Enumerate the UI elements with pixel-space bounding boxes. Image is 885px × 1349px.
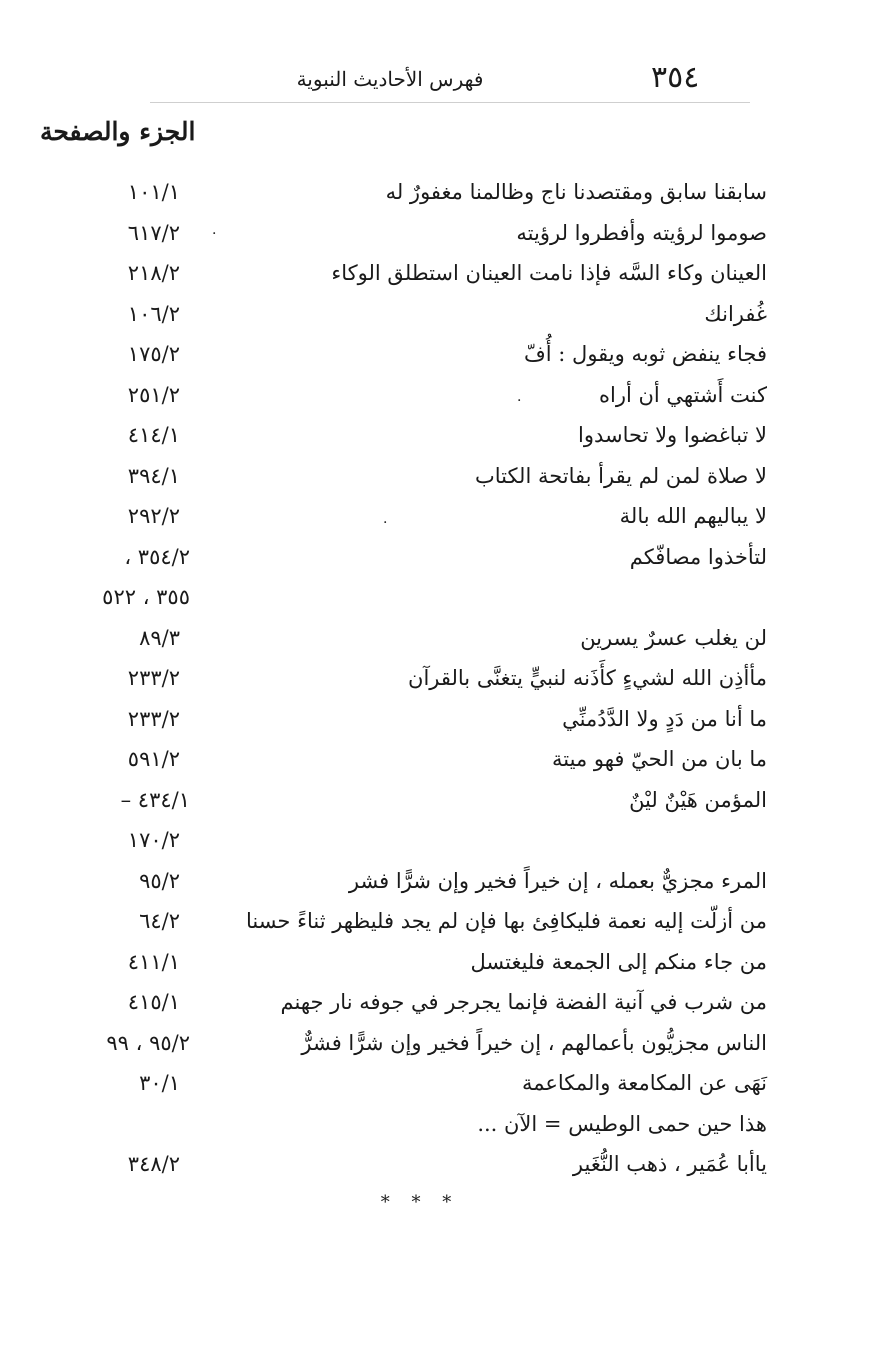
hadith-text: لتأخذوا مصافّكم bbox=[629, 544, 767, 569]
index-entry bbox=[0, 213, 885, 254]
index-entry bbox=[0, 982, 885, 1023]
end-ornament: * * * bbox=[380, 1192, 460, 1213]
index-entry bbox=[0, 456, 885, 497]
volume-page-ref: ٢٣٣/٢ bbox=[127, 706, 180, 731]
volume-page-ref: ٥٩١/٢ bbox=[127, 747, 180, 771]
hadith-text: مأأذِن الله لشيءٍ كأَذَنه لنبيٍّ يتغنَّى بالقرآن bbox=[408, 666, 767, 690]
volume-page-ref: ٦٤/٢ bbox=[139, 909, 180, 933]
volume-page-ref: ٦١٧/٢ bbox=[127, 220, 180, 245]
hadith-text: لن يغلب عسرٌ يسرين bbox=[580, 625, 767, 650]
index-entry bbox=[0, 861, 885, 902]
volume-page-ref: ٤١٥/١ bbox=[127, 990, 180, 1014]
hadith-text: ياأبا عُمَير ، ذهب النُّغَير bbox=[572, 1152, 767, 1176]
volume-page-ref: ٩٥/٢ bbox=[139, 868, 180, 893]
hadith-text: هذا حين حمى الوطيس = الآن ... bbox=[477, 1111, 767, 1136]
volume-page-ref: ٩٥/٢ ، ٩٩ bbox=[106, 1030, 190, 1055]
hadith-index-list bbox=[0, 172, 885, 1185]
index-entry bbox=[0, 739, 885, 780]
index-entry bbox=[0, 780, 885, 821]
hadith-text: لا تباغضوا ولا تحاسدوا bbox=[578, 423, 767, 447]
hadith-text: العينان وكاء السَّه فإذا نامت العينان استطلق الوكاء bbox=[331, 261, 767, 285]
index-entry bbox=[0, 172, 885, 213]
hadith-text: كنت أَشتهي أن أراه bbox=[599, 382, 767, 407]
header-divider bbox=[150, 102, 750, 103]
running-title: فهرس الأحاديث النبوية bbox=[296, 67, 484, 91]
volume-page-ref: ٣٥٤/٢ ، bbox=[124, 544, 190, 569]
volume-page-ref: ١٠٦/٢ bbox=[127, 301, 180, 326]
index-entry bbox=[0, 294, 885, 335]
volume-page-ref: ٨٩/٣ bbox=[139, 625, 180, 650]
hadith-text: المؤمن هَيْنٌ ليْنٌ bbox=[629, 787, 767, 812]
hadith-text: من شرب في آنية الفضة فإنما يجرجر في جوفه نار جهنم bbox=[280, 990, 767, 1014]
index-entry bbox=[0, 253, 885, 294]
hadith-text: من جاء منكم إلى الجمعة فليغتسل bbox=[470, 949, 767, 974]
volume-page-ref: ١٠١/١ bbox=[127, 180, 180, 204]
page-number: ٣٥٤ bbox=[651, 60, 700, 95]
index-entry bbox=[0, 415, 885, 456]
index-entry bbox=[0, 537, 885, 578]
hadith-text: الناس مجزيُّون بأعمالهم ، إن خيراً فخير وإن شرًّا فشرٌّ bbox=[301, 1030, 767, 1055]
volume-page-ref: ٣٥٥ ، ٥٢٢ bbox=[102, 585, 190, 609]
volume-page-ref: ٢١٨/٢ bbox=[127, 261, 180, 285]
index-entry bbox=[0, 334, 885, 375]
volume-page-ref: ٤١٤/١ bbox=[127, 423, 180, 447]
volume-page-ref: ٢٥١/٢ bbox=[127, 382, 180, 407]
hadith-text: ما أنا من دَدٍ ولا الدَّدُمنِّي bbox=[562, 706, 767, 731]
reference-column-header: الجزء والصفحة bbox=[40, 117, 196, 146]
volume-page-ref: ١٧٠/٢ bbox=[127, 828, 180, 852]
hadith-text: صوموا لرؤيته وأفطروا لرؤيته bbox=[516, 220, 767, 245]
index-entry bbox=[0, 658, 885, 699]
scan-speck: · bbox=[212, 226, 217, 242]
index-entry-continuation bbox=[0, 820, 885, 861]
hadith-text: سابقنا سابق ومقتصدنا ناج وظالمنا مغفورٌ له bbox=[385, 180, 767, 204]
scan-speck: · bbox=[383, 515, 388, 531]
index-entry-continuation bbox=[0, 577, 885, 618]
hadith-text: لا يباليهم الله بالة bbox=[619, 504, 767, 528]
index-entry bbox=[0, 901, 885, 942]
scan-speck: · bbox=[517, 393, 522, 409]
index-entry bbox=[0, 1063, 885, 1104]
volume-page-ref: ٣٠/١ bbox=[139, 1071, 180, 1095]
hadith-text: من أزلّت إليه نعمة فليكافِئ بها فإن لم يجد فليظهر ثناءً حسنا bbox=[245, 909, 767, 933]
index-entry bbox=[0, 618, 885, 659]
index-entry bbox=[0, 942, 885, 983]
volume-page-ref: ٣٤٨/٢ bbox=[127, 1152, 180, 1176]
hadith-text: لا صلاة لمن لم يقرأ بفاتحة الكتاب bbox=[474, 463, 767, 488]
hadith-text: ما بان من الحيّ فهو ميتة bbox=[552, 747, 767, 771]
index-entry bbox=[0, 1023, 885, 1064]
index-entry bbox=[0, 1104, 885, 1145]
hadith-text: المرء مجزيٌّ بعمله ، إن خيراً فخير وإن شرًّا فشر bbox=[348, 868, 767, 893]
index-entry bbox=[0, 375, 885, 416]
index-entry bbox=[0, 699, 885, 740]
running-head bbox=[0, 58, 885, 98]
hadith-text: فجاء ينفض ثوبه ويقول : أُفّ bbox=[524, 342, 767, 366]
volume-page-ref: ٢٩٢/٢ bbox=[127, 504, 180, 528]
hadith-text: نَهَى عن المكامعة والمكاعمة bbox=[521, 1071, 767, 1095]
volume-page-ref: ٢٣٣/٢ bbox=[127, 666, 180, 690]
hadith-text: غُفرانك bbox=[704, 301, 767, 326]
index-entry bbox=[0, 496, 885, 537]
volume-page-ref: ٤٣٤/١ – bbox=[120, 787, 190, 812]
index-entry bbox=[0, 1144, 885, 1185]
volume-page-ref: ٤١١/١ bbox=[127, 949, 180, 974]
volume-page-ref: ٣٩٤/١ bbox=[127, 463, 180, 488]
volume-page-ref: ١٧٥/٢ bbox=[127, 342, 180, 366]
